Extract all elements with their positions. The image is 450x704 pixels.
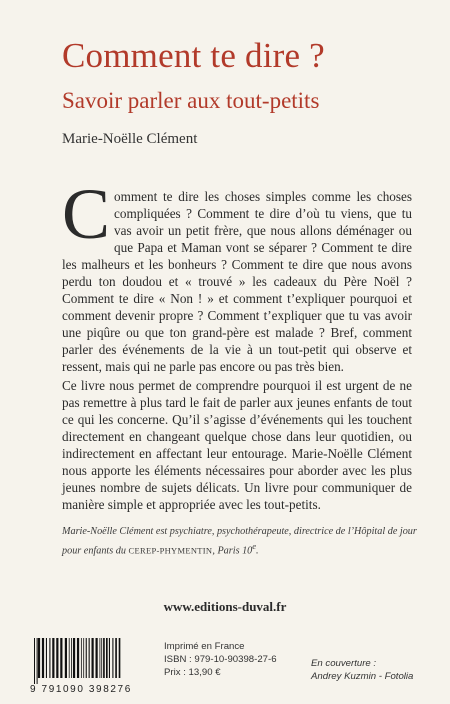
barcode-bar bbox=[115, 638, 117, 678]
book-title: Comment te dire ? bbox=[62, 36, 325, 75]
author-bio-org: CEREP-PHYMENTIN bbox=[128, 545, 213, 556]
barcode-bar bbox=[83, 638, 84, 678]
barcode-bar bbox=[92, 638, 94, 678]
book-author: Marie-Noëlle Clément bbox=[62, 131, 198, 147]
cover-credit-label: En couverture : bbox=[311, 658, 377, 669]
barcode-bar bbox=[96, 638, 98, 678]
barcode-bar bbox=[42, 638, 44, 678]
barcode-bar bbox=[60, 638, 62, 678]
barcode-bar bbox=[106, 638, 108, 678]
barcode-bar bbox=[52, 638, 54, 678]
barcode-bar bbox=[37, 638, 38, 684]
barcode-bar bbox=[71, 638, 72, 678]
barcode-bar bbox=[38, 638, 40, 678]
drop-cap: C bbox=[62, 174, 111, 254]
blurb-paragraph-1 bbox=[62, 174, 412, 375]
barcode-bar bbox=[81, 638, 82, 678]
publisher-website: www.editions-duval.fr bbox=[163, 599, 287, 614]
printed-in: Imprimé en France bbox=[164, 641, 245, 652]
barcode-bar bbox=[89, 638, 90, 678]
blurb bbox=[62, 174, 412, 515]
barcode-bar bbox=[119, 638, 121, 678]
barcode-number: 9 791090 398276 bbox=[30, 684, 132, 695]
author-bio-text: Marie-Noëlle Clément est psychiatre, psychothérapeute, directrice de l’Hôpital de jour pour enfants du bbox=[62, 526, 417, 557]
barcode-bar bbox=[103, 638, 105, 678]
isbn-barcode bbox=[30, 638, 155, 698]
barcode-bar bbox=[46, 638, 47, 678]
price: Prix : 13,90 € bbox=[164, 667, 221, 678]
barcode-bar bbox=[65, 638, 67, 678]
barcode-bar bbox=[49, 638, 50, 678]
barcode-bar bbox=[86, 638, 87, 678]
author-bio bbox=[62, 525, 422, 558]
blurb-paragraph-1-text: omment te dire les choses simples comme les choses compliquées ? Comment te dire d’où tu viens, que tu vas avoir un petit frère, que nous allons déménager ou que Papa et Maman vont se séparer ? Comment te dire les malheurs et les bonheurs ? Comment te dire que nous avons perdu ton doudou et « trouvé » les cadeaux du Père Noël ? Comment te dire « Non ! » et comment t’expliquer pourquoi et comment devenir propre ? Comment t’expliquer que tu vas avoir une piqûre ou que ton grand-père est malade ? Bref, comment parler des événements de la vie à un tout-petit qui observe et ressent, mais qui ne parle pas encore ou pas très bien. bbox=[62, 189, 412, 374]
barcode-bar bbox=[101, 638, 102, 678]
barcode-bar bbox=[56, 638, 58, 678]
barcode-bar bbox=[34, 638, 35, 684]
book-subtitle: Savoir parler aux tout-petits bbox=[62, 88, 320, 113]
barcode-bar bbox=[100, 638, 101, 678]
author-bio-city: , Paris 10 bbox=[212, 545, 253, 557]
author-bio-city-sup: e bbox=[252, 541, 257, 551]
barcode-bar bbox=[73, 638, 75, 678]
cover-credit-names: Andrey Kuzmin - Fotolia bbox=[311, 671, 414, 682]
barcode-bar bbox=[69, 638, 70, 678]
barcode-bar bbox=[112, 638, 113, 678]
publisher-info bbox=[164, 640, 277, 679]
barcode-bar bbox=[109, 638, 110, 678]
blurb-paragraph-2: Ce livre nous permet de comprendre pourquoi il est urgent de ne pas remettre à plus tard le fait de parler aux jeunes enfants de tout ce qui les concerne. Qu’il s’agisse d’événements qui les touchent directement en changeant quelque chose dans leur quotidien, ou indirectement en affectant leur entourage. Marie-Noëlle Clément nous apporte les éléments nécessaires pour aborder avec les plus jeunes nombre de sujets délicats. Un livre pour communiquer de manière simple et appropriée avec les tout-petits. bbox=[62, 378, 412, 512]
author-bio-end: . bbox=[256, 545, 259, 557]
barcode-bar bbox=[77, 638, 79, 678]
cover-credit bbox=[311, 657, 413, 683]
isbn: ISBN : 979-10-90398-27-6 bbox=[164, 654, 277, 665]
barcode-graphic bbox=[30, 638, 152, 684]
